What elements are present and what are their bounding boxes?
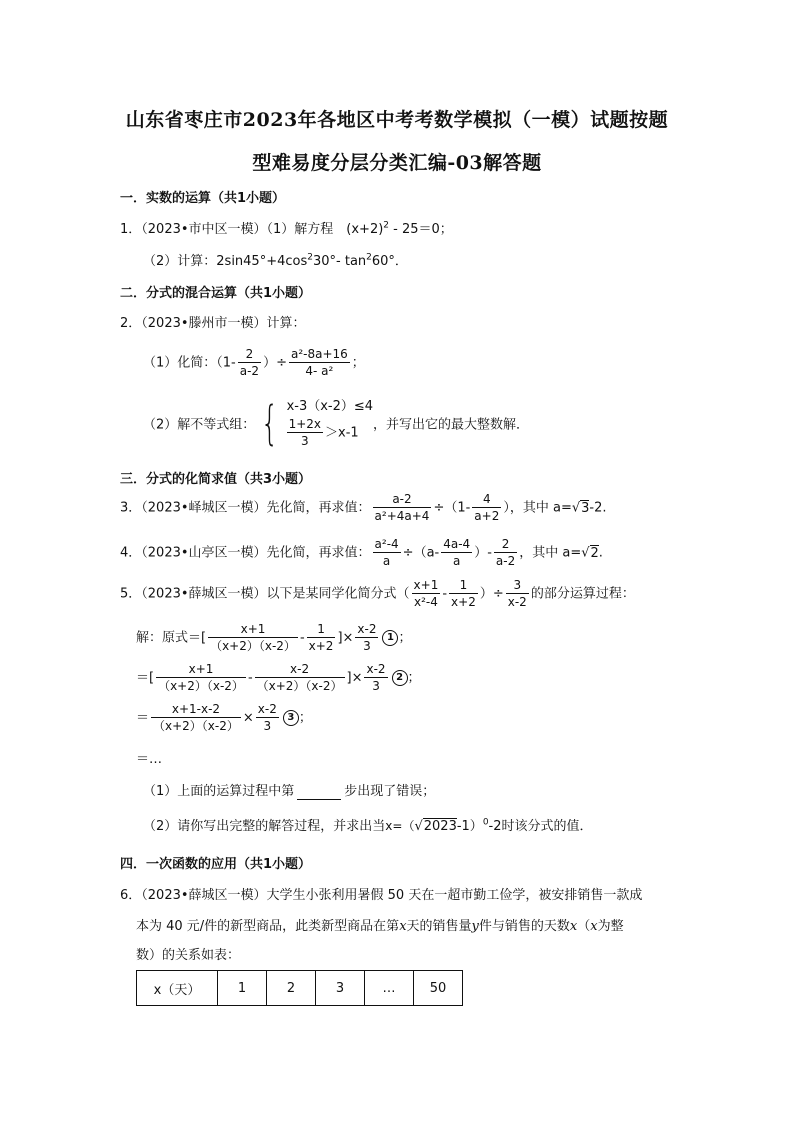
step-marker: 1 <box>382 630 398 646</box>
numerator: a²-4 <box>374 537 399 551</box>
numerator: x-2 <box>257 702 277 716</box>
numerator: x+1 <box>413 578 439 592</box>
q5-tail: 的部分运算过程： <box>530 586 635 602</box>
sqrt-radicand: 2023 <box>423 819 457 834</box>
var-x: x <box>569 919 578 934</box>
step-label: ＝ <box>136 710 150 726</box>
denominator: a+2 <box>474 509 500 523</box>
numerator: a-2 <box>373 492 432 508</box>
denominator: 3 <box>372 679 380 693</box>
q5-mid: ）÷ <box>479 586 504 602</box>
question-6-line3: 数）的关系如表： <box>136 948 241 963</box>
fraction <box>307 622 336 654</box>
q4-prefix: 4．（2023•山亭区一模）先化简，再求值： <box>120 545 371 561</box>
question-5-part1 <box>143 780 435 800</box>
q1-exponent: 2 <box>383 220 390 231</box>
step-marker: 2 <box>392 670 408 686</box>
q2-p2-label: （2）解不等式组： <box>143 417 256 433</box>
fraction <box>494 537 517 569</box>
var-x: x <box>590 919 598 934</box>
denominator: a-2 <box>495 554 516 568</box>
q4-mid2: ）- <box>474 545 492 561</box>
denominator: a²+4a+4 <box>374 509 430 523</box>
fraction <box>364 662 387 694</box>
var-y: y <box>471 919 479 934</box>
step-mul: ]× <box>346 670 363 686</box>
q1-exp1: 2 <box>307 252 313 263</box>
fraction <box>287 417 323 449</box>
var-x: x <box>399 919 407 934</box>
fraction <box>256 702 279 734</box>
q3-tail: ），其中 a= <box>503 500 572 516</box>
numerator: x-2 <box>366 662 386 676</box>
section-heading: 四．一次函数的应用（共1小题） <box>120 857 312 872</box>
denominator: （x+2）（x-2） <box>210 639 296 653</box>
question-1-line2 <box>143 250 408 269</box>
q1-part2-b: 30°- tan <box>312 254 367 269</box>
inequality-row-1: x-3（x-2）≤4 <box>286 399 374 414</box>
fraction <box>238 347 261 379</box>
sqrt-radicand: 3 <box>581 500 590 516</box>
numerator: a²-8a+16 <box>290 347 348 361</box>
table-cell: 1 <box>218 971 267 1006</box>
numerator: x+1 <box>208 622 298 638</box>
question-6-line1: 6．（2023•薛城区一模）大学生小张利用暑假 50 天在一超市勤工俭学，被安排销售一款成 <box>120 888 643 903</box>
brace-icon: { <box>261 396 279 450</box>
q3-end: -2. <box>589 500 607 516</box>
numerator: 1 <box>307 622 336 638</box>
fraction <box>506 578 529 610</box>
step-minus: - <box>299 630 305 646</box>
q1-part2-a: （2）计算：2sin45°+4cos <box>143 254 308 269</box>
q1-text: 1．（2023•市中区一模）（1）解方程 (x+2) <box>120 222 384 237</box>
table-cell: 3 <box>316 971 365 1006</box>
step-mul: ]× <box>337 630 354 646</box>
q5-p2-exp: 0 <box>482 817 489 828</box>
q1-part2-c: 60°． <box>371 254 408 269</box>
numerator: 3 <box>506 578 529 594</box>
fraction <box>289 347 350 379</box>
fraction <box>156 662 246 694</box>
solution-step-1 <box>136 622 412 654</box>
numerator: 4 <box>472 492 501 508</box>
denominator: （x+2）（x-2） <box>256 679 343 693</box>
step-label: 解：原式＝[ <box>136 630 207 646</box>
denominator: a <box>453 554 461 568</box>
numerator: x+1 <box>156 662 246 678</box>
section-heading: 二．分式的混合运算（共1小题） <box>120 286 312 301</box>
q2-p2-end: ，并写出它的最大整数解． <box>373 417 530 433</box>
question-2-part1 <box>143 347 365 379</box>
inequality-system <box>287 397 373 449</box>
inequality-row-2 <box>287 417 373 449</box>
q6-text: 为整 <box>597 919 624 934</box>
q2-p1-end: ； <box>351 355 365 371</box>
fraction <box>255 662 345 694</box>
question-1-line1 <box>120 218 453 237</box>
q5-p2-a: （2）请你写出完整的解答过程，并求出当 <box>143 819 386 834</box>
q6-text: 本为 40 元/件的新型商品，此类新型商品在第 <box>136 919 400 934</box>
table-cell: … <box>365 971 414 1006</box>
numerator: 2 <box>494 537 517 553</box>
numerator: 4a-4 <box>443 537 471 551</box>
sqrt-radicand: 2 <box>590 545 599 561</box>
q4-end: . <box>598 545 603 561</box>
fraction <box>373 537 401 569</box>
doc-title-line2: 型难易度分层分类汇编-03解答题 <box>252 152 542 174</box>
q5-p1-b: 步出现了错误； <box>344 784 436 799</box>
sales-table <box>136 970 463 1006</box>
numerator: x-2 <box>357 622 377 636</box>
q6-text: 件与销售的天数 <box>478 919 570 934</box>
numerator: 2 <box>238 347 261 363</box>
question-2-line1: 2．（2023•滕州市一模）计算： <box>120 316 306 331</box>
step-minus: - <box>247 670 253 686</box>
fraction <box>412 578 441 610</box>
numerator: 1 <box>449 578 478 594</box>
fraction <box>441 537 472 569</box>
step-mul: × <box>242 710 254 726</box>
fraction <box>208 622 298 654</box>
table-row <box>137 971 463 1006</box>
q6-text: （ <box>577 919 591 934</box>
denominator: a-2 <box>239 364 260 378</box>
solution-step-3 <box>136 702 312 734</box>
q5-prefix: 5．（2023•薛城区一模）以下是某同学化简分式（ <box>120 586 410 602</box>
q2-p1-label: （1）化简：（1- <box>143 355 236 371</box>
q5-p2-b: -1） <box>456 819 483 834</box>
question-4: 4．（2023•山亭区一模）先化简，再求值： $\frac{\text{a²-4}}{a}$ ÷（a- $\frac{4a-4}{a}$ ）- $\frac{2}{a-2}$ ，其中 a=√2. <box>120 537 603 568</box>
denominator: a <box>382 554 391 568</box>
question-5 <box>120 578 635 610</box>
q2-p1-mid: ）÷ <box>263 355 287 371</box>
question-6-line2 <box>136 915 624 934</box>
table-header-cell: x（天） <box>137 971 218 1006</box>
solution-step-4: ＝… <box>136 752 163 767</box>
fraction <box>472 492 501 524</box>
denominator: 3 <box>363 639 371 653</box>
denominator: x+2 <box>308 639 334 653</box>
question-2-part2 <box>143 397 529 449</box>
section-heading: 一．实数的运算（共1小题） <box>120 191 286 206</box>
doc-title-line1: 山东省枣庄市2023年各地区中考考数学模拟（一模）试题按题 <box>125 109 669 131</box>
step-end: ； <box>298 710 312 726</box>
answer-blank[interactable] <box>297 784 341 800</box>
q5-p1-a: （1）上面的运算过程中第 <box>143 784 295 799</box>
denominator: x²-4 <box>413 595 438 609</box>
solution-step-2 <box>136 662 421 694</box>
step-label: ＝[ <box>136 670 155 686</box>
numerator: x+1-x-2 <box>151 702 241 718</box>
denominator: 4- a² <box>305 364 334 378</box>
q5-p2-d: 时该分式的值． <box>501 819 593 834</box>
denominator: （x+2）（x-2） <box>153 719 239 733</box>
denominator: 3 <box>263 719 272 733</box>
table-cell: 50 <box>414 971 463 1006</box>
table-cell: 2 <box>267 971 316 1006</box>
q3-mid: ÷（1- <box>433 500 471 516</box>
section-heading: 三．分式的化简求值（共3小题） <box>120 472 312 487</box>
q5-p2-x: x=（ <box>385 819 415 833</box>
q5-minus: - <box>442 586 448 602</box>
q3-prefix: 3．（2023•峄城区一模）先化简，再求值： <box>120 500 371 516</box>
denominator: 3 <box>300 434 309 448</box>
q1-tail: - 25＝0； <box>393 222 453 237</box>
fraction <box>449 578 478 610</box>
step-marker: 3 <box>283 710 299 726</box>
step-end: ； <box>407 670 421 686</box>
fraction <box>355 622 378 654</box>
inequality-tail: ＞x-1 <box>325 425 359 441</box>
question-5-part2: （2）请你写出完整的解答过程，并求出当$x=(√2023-1)^0-2$时该分式的值． <box>143 817 593 834</box>
q5-p2-c: -2 <box>488 819 502 834</box>
q1-exp2: 2 <box>366 252 372 263</box>
denominator: （x+2）（x-2） <box>158 679 244 693</box>
numerator: 1+2x <box>288 417 321 431</box>
q4-mid: ÷（a- <box>402 545 440 561</box>
q6-text: 天的销售量 <box>406 919 472 934</box>
denominator: x+2 <box>451 595 476 609</box>
q4-tail: ，其中 a= <box>519 545 582 561</box>
numerator: x-2 <box>255 662 345 678</box>
fraction <box>373 492 432 524</box>
fraction <box>151 702 241 734</box>
question-3: 3．（2023•峄城区一模）先化简，再求值： $\frac{a-2}{\text{a²+4a+4}}$ ÷（1- $\frac{4}{a+2}$ ），其中 a=√3-2. <box>120 492 607 523</box>
denominator: x-2 <box>507 595 527 609</box>
step-end: ； <box>398 630 412 646</box>
